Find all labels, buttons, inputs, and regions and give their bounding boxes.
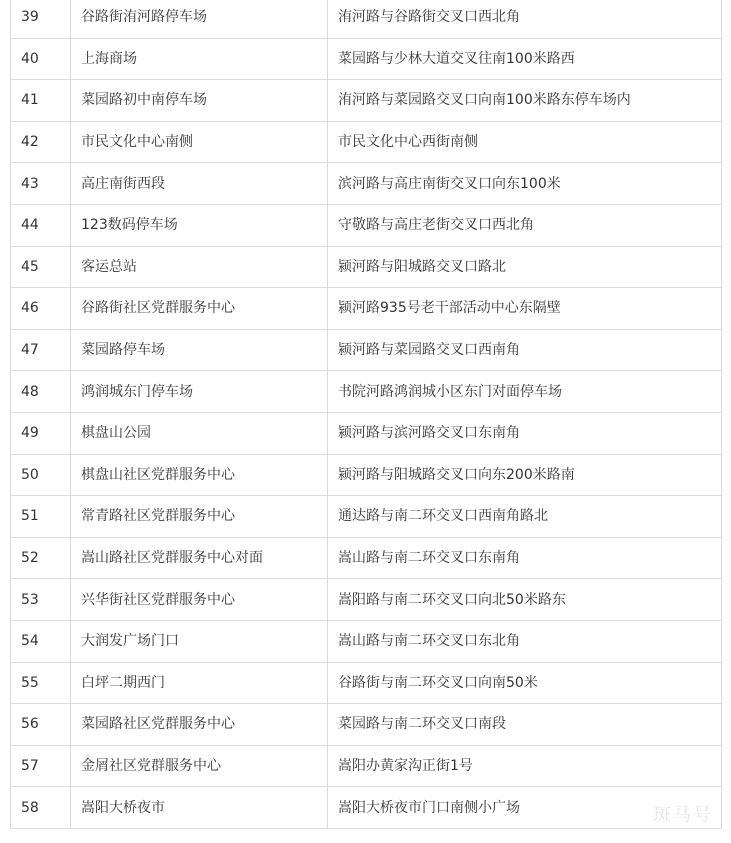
site-location: 洧河路与谷路街交叉口西北角 — [328, 0, 722, 38]
table-row — [11, 0, 722, 38]
row-number: 53 — [11, 579, 71, 621]
site-name: 常青路社区党群服务中心 — [71, 496, 328, 538]
location-table — [10, 0, 722, 829]
site-name: 白坪二期西门 — [71, 662, 328, 704]
row-number: 52 — [11, 537, 71, 579]
table-row — [11, 121, 722, 163]
site-name: 棋盘山社区党群服务中心 — [71, 454, 328, 496]
site-name: 大润发广场门口 — [71, 620, 328, 662]
row-number: 44 — [11, 204, 71, 246]
site-location: 菜园路与南二环交叉口南段 — [328, 704, 722, 746]
row-number: 46 — [11, 288, 71, 330]
site-name: 谷路街洧河路停车场 — [71, 0, 328, 38]
row-number: 45 — [11, 246, 71, 288]
table-container — [10, 0, 721, 829]
site-location: 通达路与南二环交叉口西南角路北 — [328, 496, 722, 538]
table-row — [11, 787, 722, 829]
table-row — [11, 329, 722, 371]
site-location: 颍河路与阳城路交叉口向东200米路南 — [328, 454, 722, 496]
table-body — [11, 0, 722, 828]
site-location: 颍河路935号老干部活动中心东隔壁 — [328, 288, 722, 330]
row-number: 51 — [11, 496, 71, 538]
row-number: 48 — [11, 371, 71, 413]
table-row — [11, 579, 722, 621]
site-name: 高庄南街西段 — [71, 163, 328, 205]
row-number: 54 — [11, 620, 71, 662]
site-location: 嵩阳路与南二环交叉口向北50米路东 — [328, 579, 722, 621]
table-row — [11, 620, 722, 662]
row-number: 43 — [11, 163, 71, 205]
site-location: 嵩山路与南二环交叉口东南角 — [328, 537, 722, 579]
watermark-logo: 斑马号 — [653, 805, 713, 826]
site-location: 嵩山路与南二环交叉口东北角 — [328, 620, 722, 662]
row-number: 40 — [11, 38, 71, 80]
site-location: 滨河路与高庄南街交叉口向东100米 — [328, 163, 722, 205]
site-location: 颍河路与滨河路交叉口东南角 — [328, 412, 722, 454]
site-name: 棋盘山公园 — [71, 412, 328, 454]
site-location: 市民文化中心西街南侧 — [328, 121, 722, 163]
site-location: 颍河路与菜园路交叉口西南角 — [328, 329, 722, 371]
table-row — [11, 662, 722, 704]
site-name: 上海商场 — [71, 38, 328, 80]
site-location: 颍河路与阳城路交叉口路北 — [328, 246, 722, 288]
row-number: 56 — [11, 704, 71, 746]
row-number: 47 — [11, 329, 71, 371]
row-number: 49 — [11, 412, 71, 454]
table-row — [11, 163, 722, 205]
row-number: 57 — [11, 745, 71, 787]
table-row — [11, 496, 722, 538]
table-row — [11, 454, 722, 496]
table-row — [11, 38, 722, 80]
table-row — [11, 204, 722, 246]
row-number: 58 — [11, 787, 71, 829]
table-row — [11, 246, 722, 288]
table-row — [11, 412, 722, 454]
site-name: 客运总站 — [71, 246, 328, 288]
site-name: 市民文化中心南侧 — [71, 121, 328, 163]
site-location: 洧河路与菜园路交叉口向南100米路东停车场内 — [328, 80, 722, 122]
site-name: 嵩阳大桥夜市 — [71, 787, 328, 829]
table-row — [11, 745, 722, 787]
site-name: 菜园路社区党群服务中心 — [71, 704, 328, 746]
site-name: 嵩山路社区党群服务中心对面 — [71, 537, 328, 579]
site-name: 菜园路停车场 — [71, 329, 328, 371]
row-number: 41 — [11, 80, 71, 122]
row-number: 55 — [11, 662, 71, 704]
site-name: 金屑社区党群服务中心 — [71, 745, 328, 787]
table-row — [11, 371, 722, 413]
site-name: 鸿润城东门停车场 — [71, 371, 328, 413]
table-row — [11, 288, 722, 330]
table-row — [11, 80, 722, 122]
site-location: 书院河路鸿润城小区东门对面停车场 — [328, 371, 722, 413]
site-name: 菜园路初中南停车场 — [71, 80, 328, 122]
site-name: 123数码停车场 — [71, 204, 328, 246]
table-row — [11, 537, 722, 579]
row-number: 50 — [11, 454, 71, 496]
site-location: 守敬路与高庄老街交叉口西北角 — [328, 204, 722, 246]
site-location: 嵩阳大桥夜市门口南侧小广场 — [328, 787, 722, 829]
site-name: 兴华街社区党群服务中心 — [71, 579, 328, 621]
row-number: 39 — [11, 0, 71, 38]
site-name: 谷路街社区党群服务中心 — [71, 288, 328, 330]
site-location: 嵩阳办黄家沟正街1号 — [328, 745, 722, 787]
site-location: 谷路街与南二环交叉口向南50米 — [328, 662, 722, 704]
row-number: 42 — [11, 121, 71, 163]
table-row — [11, 704, 722, 746]
site-location: 菜园路与少林大道交叉往南100米路西 — [328, 38, 722, 80]
